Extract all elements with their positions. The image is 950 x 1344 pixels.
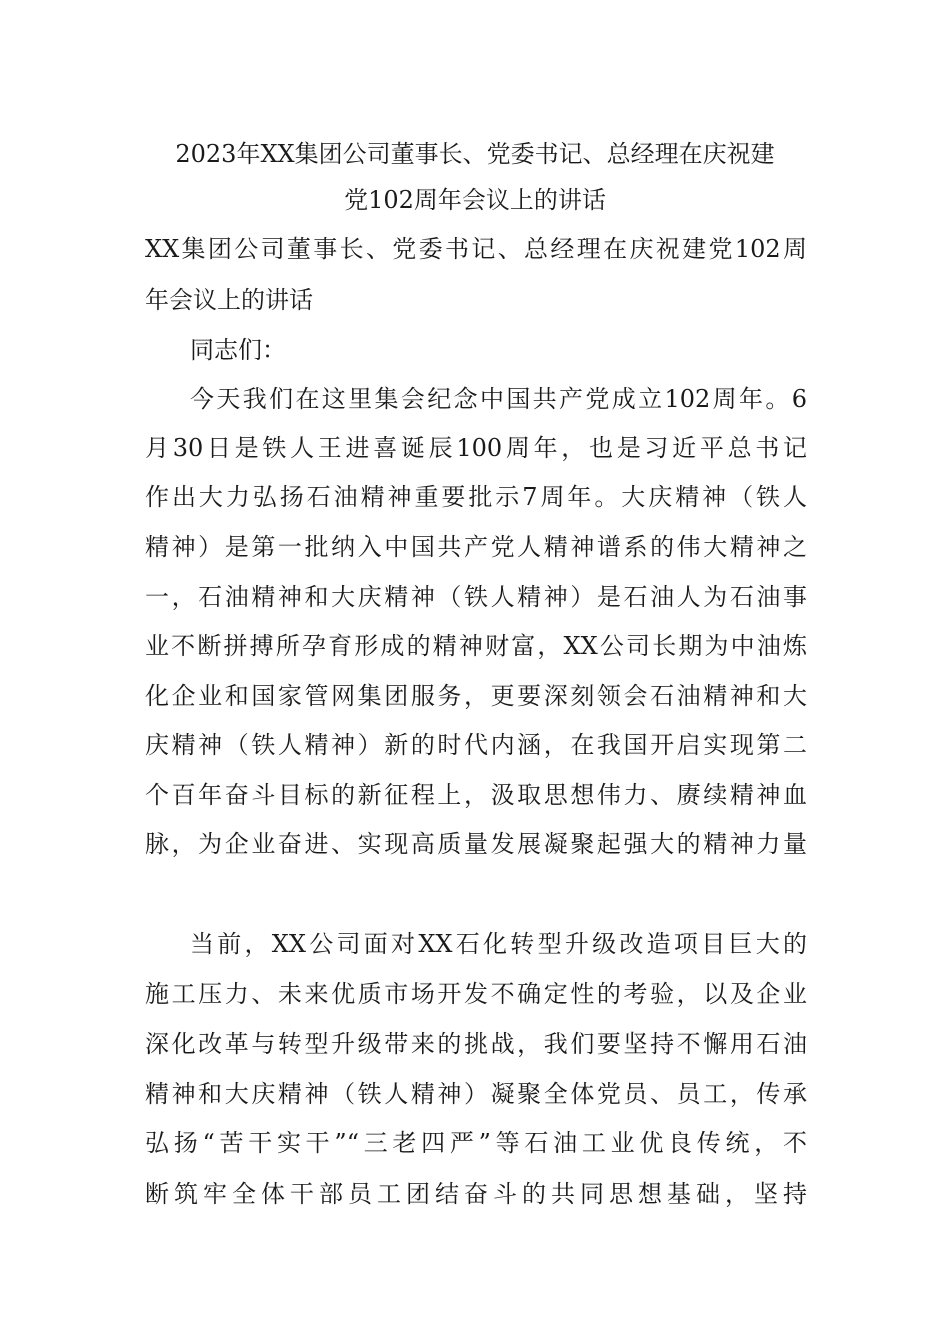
paragraph-1-line: 精神）是第一批纳入中国共产党人精神谱系的伟大精神之 [145,533,807,561]
paragraph-2-line: 施工压力、未来优质市场开发不确定性的考验，以及企业 [145,980,807,1008]
document-subtitle-line-1: XX集团公司董事长、党委书记、总经理在庆祝建党102周 [145,235,807,263]
paragraph-1-line: 庆精神（铁人精神）新的时代内涵，在我国开启实现第二 [145,731,807,759]
paragraph-2-line: 弘扬“苦干实干”“三老四严”等石油工业优良传统，不 [145,1129,807,1157]
paragraph-1-line: 个百年奋斗目标的新征程上，汲取思想伟力、赓续精神血 [145,781,807,809]
paragraph-1-line: 作出大力弘扬石油精神重要批示7周年。大庆精神（铁人 [145,483,807,511]
salutation: 同志们： [190,336,286,364]
paragraph-2-line: 精神和大庆精神（铁人精神）凝聚全体党员、员工，传承 [145,1080,807,1108]
document-title-line-2: 党102周年会议上的讲话 [344,186,606,214]
paragraph-2-line: 断筑牢全体干部员工团结奋斗的共同思想基础，坚持 [145,1180,807,1208]
paragraph-1-line: 今天我们在这里集会纪念中国共产党成立102周年。6 [190,385,807,413]
paragraph-1-line: 月30日是铁人王进喜诞辰100周年，也是习近平总书记 [145,434,807,462]
paragraph-1-line: 一，石油精神和大庆精神（铁人精神）是石油人为石油事 [145,583,807,611]
paragraph-1-line: 化企业和国家管网集团服务，更要深刻领会石油精神和大 [145,682,807,710]
paragraph-1-line: 业不断拼搏所孕育形成的精神财富，XX公司长期为中油炼 [145,632,807,660]
document-title-line-1: 2023年XX集团公司董事长、党委书记、总经理在庆祝建 [175,140,775,168]
paragraph-2-line: 深化改革与转型升级带来的挑战，我们要坚持不懈用石油 [145,1030,807,1058]
document-subtitle-line-2: 年会议上的讲话 [145,286,313,314]
paragraph-1-line: 脉，为企业奋进、实现高质量发展凝聚起强大的精神力量 [145,830,807,858]
paragraph-2-line: 当前，XX公司面对XX石化转型升级改造项目巨大的 [190,930,807,958]
